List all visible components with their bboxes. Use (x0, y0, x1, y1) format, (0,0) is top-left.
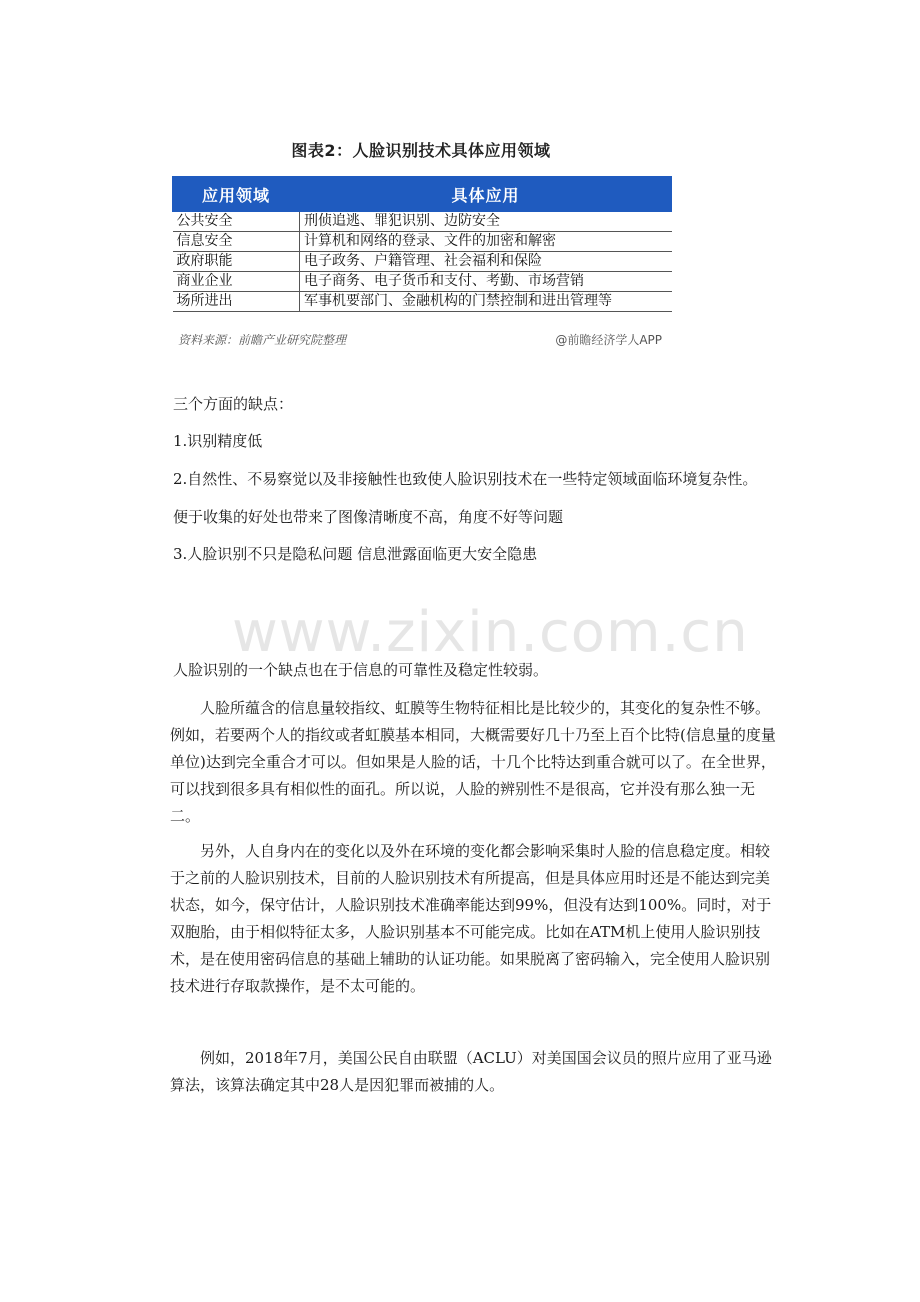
cell-domain: 政府职能 (173, 252, 300, 272)
cell-application: 电子政务、户籍管理、社会福利和保险 (300, 252, 672, 272)
figure-credit: @前瞻经济学人APP (555, 333, 662, 347)
table-row (173, 292, 672, 312)
cell-application: 电子商务、电子货币和支付、考勤、市场营销 (300, 272, 672, 292)
table-row (173, 272, 672, 292)
paragraph-reliability: 人脸识别的一个缺点也在于信息的可靠性及稳定性较弱。 (173, 661, 549, 679)
figure-source: 资料来源：前瞻产业研究院整理 (178, 333, 347, 347)
cell-application: 计算机和网络的登录、文件的加密和解密 (300, 232, 672, 252)
header-domain: 应用领域 (173, 177, 300, 212)
paragraph-point-2-detail: 便于收集的好处也带来了图像清晰度不高，角度不好等问题 (173, 508, 564, 526)
cell-domain: 信息安全 (173, 232, 300, 252)
paragraph-point-1: 1.识别精度低 (173, 432, 263, 450)
table-row (173, 232, 672, 252)
cell-application: 刑侦追逃、罪犯识别、边防安全 (300, 212, 672, 232)
cell-application: 军事机要部门、金融机构的门禁控制和进出管理等 (300, 292, 672, 312)
paragraph-stability: 另外，人自身内在的变化以及外在环境的变化都会影响采集时人脸的信息稳定度。相较于之前的人脸识别技术，目前的人脸识别技术有所提高，但是具体应用时还是不能达到完美状态，如今，保守估计，人脸识别技术准确率能达到99%，但没有达到100%。同时，对于双胞胎，由于相似特征太多，人脸识别基本不可能完成。比如在ATM机上使用人脸识别技术，是在使用密码信息的基础上辅助的认证功能。如果脱离了密码输入，完全使用人脸识别技术进行存取款操作，是不太可能的。 (170, 842, 772, 995)
cell-domain: 商业企业 (173, 272, 300, 292)
paragraph-shortcomings-intro: 三个方面的缺点： (173, 395, 294, 413)
header-application: 具体应用 (300, 177, 672, 212)
paragraph-point-2: 2.自然性、不易察觉以及非接触性也致使人脸识别技术在一些特定领域面临环境复杂性。 (173, 470, 758, 488)
table-row (173, 252, 672, 272)
figure-application-table (170, 130, 672, 355)
table-header-row (173, 177, 672, 212)
paragraph-information-amount: 人脸所蕴含的信息量较指纹、虹膜等生物特征相比是比较少的，其变化的复杂性不够。例如，若要两个人的指纹或者虹膜基本相同，大概需要好几十乃至上百个比特(信息量的度量单位)达到完全重合才可以。但如果是人脸的话，十几个比特达到重合就可以了。在全世界，可以找到很多具有相似性的面孔。所以说，人脸的辨别性不是很高，它并没有那么独一无二。 (170, 699, 776, 825)
cell-domain: 公共安全 (173, 212, 300, 232)
paragraph-point-3: 3.人脸识别不只是隐私问题 信息泄露面临更大安全隐患 (173, 545, 538, 563)
watermark: www.zixin.com.cn (232, 600, 749, 665)
table-row (173, 212, 672, 232)
application-table (172, 176, 672, 312)
figure-title: 图表2：人脸识别技术具体应用领域 (291, 141, 551, 160)
cell-domain: 场所进出 (173, 292, 300, 312)
paragraph-aclu-example: 例如，2018年7月，美国公民自由联盟（ACLU）对美国国会议员的照片应用了亚马逊算法，该算法确定其中28人是因犯罪而被捕的人。 (170, 1049, 772, 1094)
